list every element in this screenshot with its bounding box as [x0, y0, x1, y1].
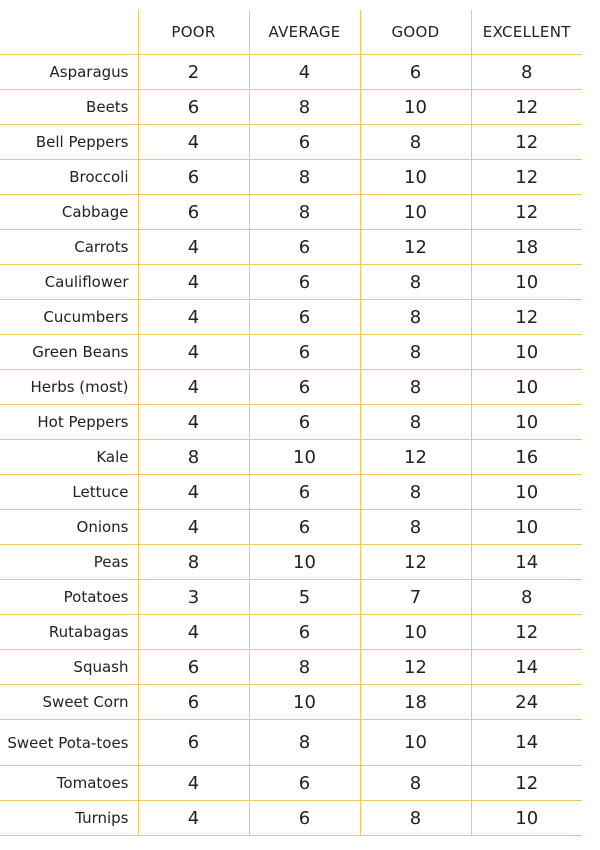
value-cell-average: 6 — [249, 335, 360, 370]
value-cell-poor: 4 — [138, 370, 249, 405]
value-cell-good: 8 — [360, 125, 471, 160]
table-row — [0, 766, 582, 801]
value-cell-poor: 6 — [138, 160, 249, 195]
crop-name-cell: Beets — [0, 90, 138, 125]
value-cell-average: 6 — [249, 370, 360, 405]
table-row — [0, 90, 582, 125]
value-cell-excellent: 12 — [471, 90, 582, 125]
header-cell-good: GOOD — [360, 10, 471, 55]
value-cell-excellent: 14 — [471, 720, 582, 766]
value-cell-good: 8 — [360, 510, 471, 545]
value-cell-average: 6 — [249, 405, 360, 440]
value-cell-excellent: 8 — [471, 580, 582, 615]
value-cell-good: 10 — [360, 195, 471, 230]
header-cell-corner — [0, 10, 138, 55]
crop-name-cell: Sweet Corn — [0, 685, 138, 720]
value-cell-average: 6 — [249, 615, 360, 650]
crop-name-cell: Carrots — [0, 230, 138, 265]
value-cell-poor: 4 — [138, 615, 249, 650]
crop-name-cell: Cabbage — [0, 195, 138, 230]
value-cell-good: 10 — [360, 615, 471, 650]
value-cell-average: 6 — [249, 125, 360, 160]
value-cell-poor: 4 — [138, 335, 249, 370]
value-cell-excellent: 10 — [471, 335, 582, 370]
crop-name-cell: Asparagus — [0, 55, 138, 90]
crop-name-cell: Onions — [0, 510, 138, 545]
value-cell-excellent: 10 — [471, 370, 582, 405]
value-cell-good: 12 — [360, 230, 471, 265]
table-row — [0, 580, 582, 615]
value-cell-excellent: 12 — [471, 160, 582, 195]
value-cell-average: 5 — [249, 580, 360, 615]
value-cell-average: 10 — [249, 685, 360, 720]
value-cell-average: 6 — [249, 510, 360, 545]
table-row — [0, 300, 582, 335]
value-cell-average: 10 — [249, 545, 360, 580]
crop-name-cell: Broccoli — [0, 160, 138, 195]
value-cell-poor: 4 — [138, 125, 249, 160]
value-cell-good: 12 — [360, 650, 471, 685]
crop-name-cell: Turnips — [0, 801, 138, 836]
value-cell-excellent: 14 — [471, 545, 582, 580]
value-cell-good: 8 — [360, 801, 471, 836]
value-cell-poor: 2 — [138, 55, 249, 90]
crop-name-cell: Herbs (most) — [0, 370, 138, 405]
table-row — [0, 475, 582, 510]
value-cell-poor: 4 — [138, 801, 249, 836]
crop-name-cell: Potatoes — [0, 580, 138, 615]
value-cell-poor: 6 — [138, 650, 249, 685]
value-cell-excellent: 12 — [471, 300, 582, 335]
value-cell-average: 4 — [249, 55, 360, 90]
value-cell-excellent: 10 — [471, 405, 582, 440]
value-cell-poor: 6 — [138, 195, 249, 230]
table-row — [0, 405, 582, 440]
crop-name-cell: Kale — [0, 440, 138, 475]
table-row — [0, 335, 582, 370]
value-cell-average: 8 — [249, 195, 360, 230]
crop-name-cell: Green Beans — [0, 335, 138, 370]
value-cell-good: 8 — [360, 265, 471, 300]
value-cell-poor: 4 — [138, 766, 249, 801]
value-cell-average: 6 — [249, 265, 360, 300]
table-row — [0, 370, 582, 405]
table-row — [0, 55, 582, 90]
value-cell-average: 10 — [249, 440, 360, 475]
value-cell-excellent: 12 — [471, 195, 582, 230]
crop-name-cell: Hot Peppers — [0, 405, 138, 440]
value-cell-excellent: 18 — [471, 230, 582, 265]
value-cell-poor: 6 — [138, 720, 249, 766]
value-cell-good: 12 — [360, 440, 471, 475]
value-cell-good: 8 — [360, 300, 471, 335]
value-cell-poor: 6 — [138, 90, 249, 125]
value-cell-good: 8 — [360, 405, 471, 440]
crop-name-cell: Cucumbers — [0, 300, 138, 335]
value-cell-poor: 8 — [138, 545, 249, 580]
header-cell-excellent: EXCELLENT — [471, 10, 582, 55]
crop-name-cell: Tomatoes — [0, 766, 138, 801]
value-cell-average: 6 — [249, 475, 360, 510]
value-cell-average: 8 — [249, 650, 360, 685]
table-row — [0, 615, 582, 650]
value-cell-poor: 8 — [138, 440, 249, 475]
value-cell-average: 6 — [249, 801, 360, 836]
header-row — [0, 10, 582, 55]
value-cell-poor: 4 — [138, 510, 249, 545]
table-row — [0, 801, 582, 836]
value-cell-excellent: 16 — [471, 440, 582, 475]
table-row — [0, 440, 582, 475]
value-cell-poor: 4 — [138, 265, 249, 300]
value-cell-good: 10 — [360, 160, 471, 195]
table-row — [0, 650, 582, 685]
header-cell-poor: POOR — [138, 10, 249, 55]
table-row — [0, 230, 582, 265]
value-cell-poor: 4 — [138, 405, 249, 440]
table-row — [0, 510, 582, 545]
value-cell-excellent: 12 — [471, 766, 582, 801]
table-row — [0, 125, 582, 160]
value-cell-excellent: 12 — [471, 615, 582, 650]
value-cell-excellent: 12 — [471, 125, 582, 160]
value-cell-average: 6 — [249, 230, 360, 265]
header-cell-average: AVERAGE — [249, 10, 360, 55]
value-cell-good: 10 — [360, 720, 471, 766]
table-row — [0, 265, 582, 300]
value-cell-excellent: 8 — [471, 55, 582, 90]
value-cell-excellent: 14 — [471, 650, 582, 685]
yield-table — [0, 10, 582, 836]
table-body — [0, 55, 582, 836]
value-cell-excellent: 24 — [471, 685, 582, 720]
value-cell-good: 6 — [360, 55, 471, 90]
value-cell-average: 8 — [249, 90, 360, 125]
value-cell-excellent: 10 — [471, 475, 582, 510]
crop-name-cell: Sweet Pota-toes — [0, 720, 138, 766]
value-cell-poor: 4 — [138, 475, 249, 510]
value-cell-average: 8 — [249, 160, 360, 195]
crop-name-cell: Lettuce — [0, 475, 138, 510]
value-cell-poor: 6 — [138, 685, 249, 720]
value-cell-poor: 4 — [138, 300, 249, 335]
value-cell-excellent: 10 — [471, 801, 582, 836]
value-cell-good: 7 — [360, 580, 471, 615]
crop-name-cell: Cauliflower — [0, 265, 138, 300]
table-row — [0, 160, 582, 195]
value-cell-poor: 3 — [138, 580, 249, 615]
value-cell-good: 8 — [360, 335, 471, 370]
crop-name-cell: Peas — [0, 545, 138, 580]
value-cell-excellent: 10 — [471, 265, 582, 300]
value-cell-good: 8 — [360, 766, 471, 801]
table-row — [0, 720, 582, 766]
value-cell-average: 8 — [249, 720, 360, 766]
value-cell-good: 8 — [360, 475, 471, 510]
table-row — [0, 545, 582, 580]
value-cell-average: 6 — [249, 766, 360, 801]
crop-name-cell: Squash — [0, 650, 138, 685]
value-cell-good: 12 — [360, 545, 471, 580]
value-cell-poor: 4 — [138, 230, 249, 265]
value-cell-good: 10 — [360, 90, 471, 125]
value-cell-excellent: 10 — [471, 510, 582, 545]
value-cell-good: 8 — [360, 370, 471, 405]
crop-name-cell: Bell Peppers — [0, 125, 138, 160]
crop-name-cell: Rutabagas — [0, 615, 138, 650]
table-row — [0, 195, 582, 230]
value-cell-average: 6 — [249, 300, 360, 335]
value-cell-good: 18 — [360, 685, 471, 720]
table-row — [0, 685, 582, 720]
